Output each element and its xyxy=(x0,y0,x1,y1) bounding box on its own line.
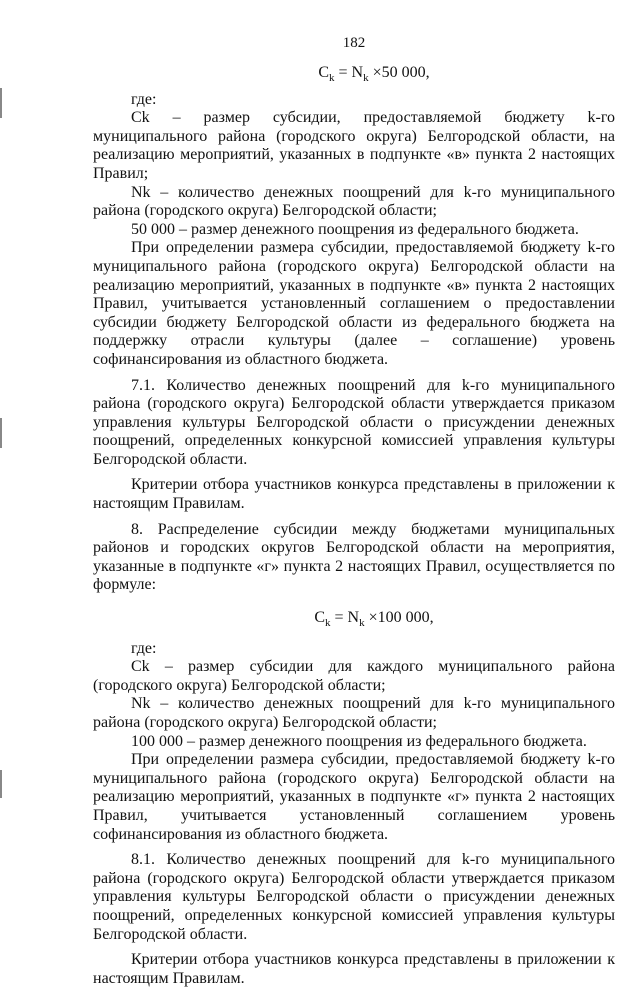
formula-2: $C_k = N_k \times 100$ 000, xyxy=(314,609,434,630)
formula-1: $C_k = N_k \times 50$ 000, xyxy=(318,64,430,85)
cofinancing-paragraph: При определении размера субсидии, предоставляемой бюджету k-го муниципального района (городского округа) Белгородской области на реализацию мероприятий, указанных в подпункте «в» пункта 2 настоящих Правил, учитывается установленный соглашением о предоставлении субсидии бюджету Белгородской области из федерального бюджета на поддержку отрасли культуры (далее – соглашение) уровень софинансирования из областного бюджета. xyxy=(93,239,615,368)
where-label: где: xyxy=(131,639,157,657)
page-number: 182 xyxy=(342,35,366,51)
where-label: где: xyxy=(131,90,157,108)
definition-nk: Nk – количество денежных поощрений для k-го муниципального района (городского округа) Белгородской области; xyxy=(93,695,615,731)
paragraph-8: 8. Распределение субсидии между бюджетами муниципальных районов и городских округов Белгородской области на мероприятия, указанные в подпункте «г» пункта 2 настоящих Правил, осуществляется по формуле: xyxy=(93,520,615,594)
definition-amount: 100 000 – размер денежного поощрения из федерального бюджета. xyxy=(131,732,587,750)
paragraph-8-1: 8.1. Количество денежных поощрений для k-го муниципального района (городского округа) Белгородской области утверждается приказом управления культуры Белгородской области о присуждении денежных поощрений, определенных конкурсной комиссией управления культуры Белгородской области. xyxy=(93,851,615,943)
scan-edge-mark xyxy=(0,418,2,448)
definition-ck: Ck – размер субсидии, предоставляемой бюджету k-го муниципального района (городского округа) Белгородской области, на реализацию мероприятий, указанных в подпункте «в» пункта 2 настоящих Правил; xyxy=(93,109,615,182)
paragraph-7-1: 7.1. Количество денежных поощрений для k-го муниципального района (городского округа) Белгородской области утверждается приказом управления культуры Белгородской области о присуждении денежных поощрений, определенных конкурсной комиссией управления культуры Белгородской области. xyxy=(93,376,615,468)
document-page xyxy=(93,34,615,988)
criteria-paragraph: Критерии отбора участников конкурса представлены в приложении к настоящим Правилам. xyxy=(93,951,615,987)
definition-nk: Nk – количество денежных поощрений для k-го муниципального района (городского округа) Белгородской области; xyxy=(93,183,615,220)
scan-edge-mark xyxy=(0,88,2,118)
criteria-paragraph: Критерии отбора участников конкурса представлены в приложении к настоящим Правилам. xyxy=(93,476,615,513)
definition-amount: 50 000 – размер денежного поощрения из федерального бюджета. xyxy=(131,220,579,238)
scan-edge-mark xyxy=(0,770,2,798)
definition-ck: Ck – размер субсидии для каждого муниципального района (городского округа) Белгородской области; xyxy=(93,658,615,694)
cofinancing-paragraph: При определении размера субсидии, предоставляемой бюджету k-го муниципального района (городского округа) Белгородской области на реализацию мероприятий, указанных в подпункте «г» пункта 2 настоящих Правил, учитывается установленный соглашением уровень софинансирования из областного бюджета. xyxy=(93,751,615,843)
